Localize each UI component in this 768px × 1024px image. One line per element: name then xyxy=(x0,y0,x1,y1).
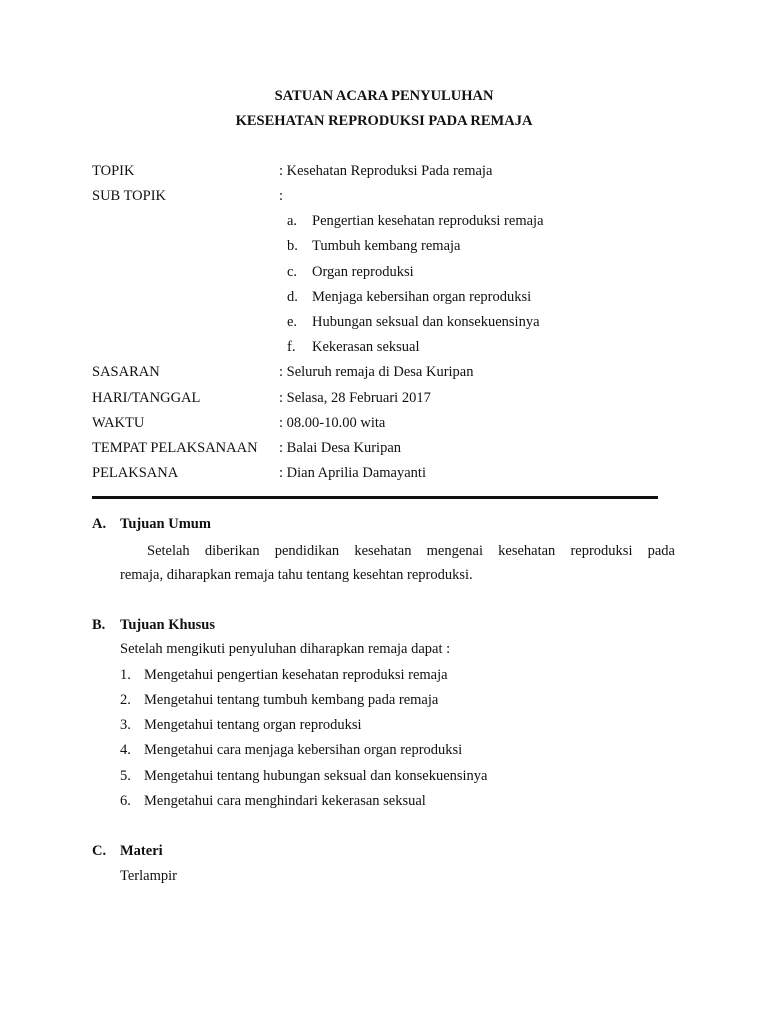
hari-tanggal-label: HARI/TANGGAL xyxy=(92,390,201,406)
sasaran-label: SASARAN xyxy=(92,364,160,380)
topik-value: : Kesehatan Reproduksi Pada remaja xyxy=(279,163,493,179)
section-a-paragraph-line2: remaja, diharapkan remaja tahu tentang kesehtan reproduksi. xyxy=(120,567,473,583)
pelaksana-value: : Dian Aprilia Damayanti xyxy=(279,465,426,481)
objective-marker: 2. xyxy=(120,692,131,708)
section-a-heading: Tujuan Umum xyxy=(120,516,211,532)
tempat-label: TEMPAT PELAKSANAAN xyxy=(92,440,258,456)
objective-marker: 6. xyxy=(120,793,131,809)
hari-tanggal-value: : Selasa, 28 Februari 2017 xyxy=(279,390,431,406)
section-c-marker: C. xyxy=(92,843,107,859)
subtopic-marker: c. xyxy=(287,264,298,280)
section-a-marker: A. xyxy=(92,516,107,532)
pelaksana-label: PELAKSANA xyxy=(92,465,179,481)
tempat-value: : Balai Desa Kuripan xyxy=(279,440,402,456)
objective-marker: 4. xyxy=(120,742,131,758)
subtopic-marker: d. xyxy=(287,289,298,305)
subtopic-item: Hubungan seksual dan konsekuensinya xyxy=(312,314,540,330)
objective-item: Mengetahui tentang tumbuh kembang pada remaja xyxy=(144,692,439,708)
header-divider xyxy=(92,496,658,499)
section-b-marker: B. xyxy=(92,617,106,633)
subtopik-value: : xyxy=(279,188,284,204)
document-subtitle: KESEHATAN REPRODUKSI PADA REMAJA xyxy=(235,113,533,129)
waktu-label: WAKTU xyxy=(92,415,145,431)
objective-item: Mengetahui cara menghindari kekerasan seksual xyxy=(144,793,426,809)
objective-item: Mengetahui pengertian kesehatan reproduksi remaja xyxy=(144,667,448,683)
section-b-intro: Setelah mengikuti penyuluhan diharapkan remaja dapat : xyxy=(120,641,451,657)
sasaran-value: : Seluruh remaja di Desa Kuripan xyxy=(279,364,474,380)
subtopic-item: Pengertian kesehatan reproduksi remaja xyxy=(312,213,544,229)
objective-item: Mengetahui tentang organ reproduksi xyxy=(144,717,362,733)
objective-marker: 3. xyxy=(120,717,131,733)
subtopic-marker: f. xyxy=(287,339,296,355)
objective-item: Mengetahui tentang hubungan seksual dan konsekuensinya xyxy=(144,768,488,784)
subtopic-item: Tumbuh kembang remaja xyxy=(312,238,461,254)
objective-marker: 1. xyxy=(120,667,131,683)
document-title: SATUAN ACARA PENYULUHAN xyxy=(274,88,494,104)
section-c-heading: Materi xyxy=(120,843,163,859)
section-a-paragraph-line1: Setelah diberikan pendidikan kesehatan mengenai kesehatan reproduksi pada xyxy=(147,543,675,559)
waktu-value: : 08.00-10.00 wita xyxy=(279,415,386,431)
subtopic-marker: a. xyxy=(287,213,298,229)
objective-marker: 5. xyxy=(120,768,131,784)
subtopic-item: Organ reproduksi xyxy=(312,264,414,280)
subtopik-label: SUB TOPIK xyxy=(92,188,167,204)
subtopic-item: Menjaga kebersihan organ reproduksi xyxy=(312,289,532,305)
subtopic-marker: b. xyxy=(287,238,298,254)
topik-label: TOPIK xyxy=(92,163,135,179)
subtopic-item: Kekerasan seksual xyxy=(312,339,420,355)
objective-item: Mengetahui cara menjaga kebersihan organ reproduksi xyxy=(144,742,463,758)
section-b-heading: Tujuan Khusus xyxy=(120,617,215,633)
section-c-text: Terlampir xyxy=(120,868,177,884)
subtopic-marker: e. xyxy=(287,314,298,330)
